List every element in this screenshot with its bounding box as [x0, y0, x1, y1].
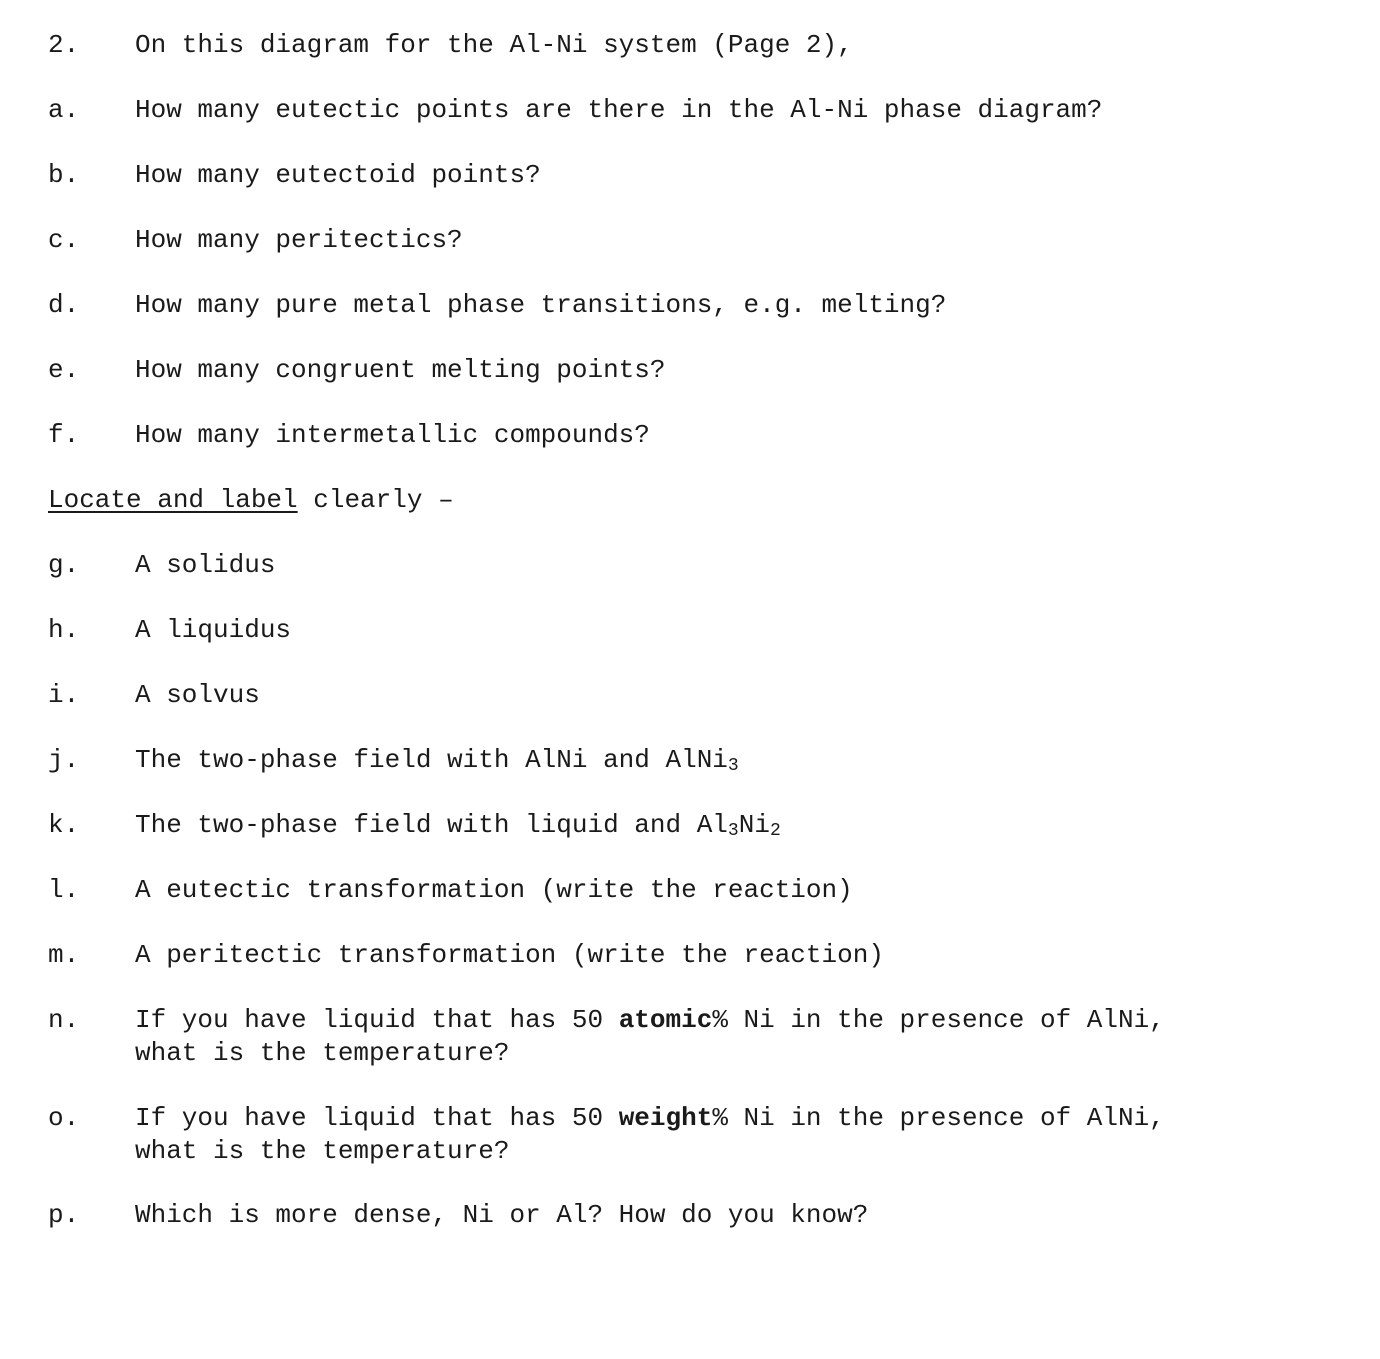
question-label: g. [48, 550, 80, 580]
question-text-pre: If you have liquid that has 50 [135, 1005, 619, 1035]
question-text: How many intermetallic compounds? [135, 420, 650, 450]
question-text-post: % Ni in the presence of AlNi, [712, 1103, 1165, 1133]
question-number: 2. [48, 30, 80, 60]
question-text: A liquidus [135, 615, 292, 645]
question-text: The two-phase field with liquid and Al [135, 810, 728, 840]
question-text: A peritectic transformation (write the reaction) [135, 940, 884, 970]
question-text-post: % Ni in the presence of AlNi, [712, 1005, 1165, 1035]
subscript: 2 [769, 821, 781, 841]
question-text: How many eutectoid points? [135, 160, 541, 190]
question-text-pre: If you have liquid that has 50 [135, 1103, 619, 1133]
formula-part: Ni [738, 810, 770, 840]
locate-heading-rest: clearly – [297, 485, 454, 515]
question-label: h. [48, 615, 80, 645]
question-label: p. [48, 1200, 80, 1230]
question-text: How many eutectic points are there in the Al-Ni phase diagram? [135, 95, 1103, 125]
question-label: a. [48, 95, 80, 125]
question-label: o. [48, 1103, 80, 1133]
question-label: i. [48, 680, 80, 710]
subscript: 3 [727, 821, 739, 841]
question-label: n. [48, 1005, 80, 1035]
subscript: 3 [727, 756, 739, 776]
question-text: A eutectic transformation (write the reaction) [135, 875, 853, 905]
question-label: l. [48, 875, 80, 905]
question-text: How many peritectics? [135, 225, 463, 255]
question-title-text: On this diagram for the Al-Ni system (Page 2), [135, 30, 853, 60]
question-text-line2: what is the temperature? [135, 1038, 510, 1068]
question-text: How many pure metal phase transitions, e.g. melting? [135, 290, 947, 320]
question-text: Which is more dense, Ni or Al? How do you know? [135, 1200, 869, 1230]
question-text: The two-phase field with AlNi and AlNi [135, 745, 728, 775]
question-label: f. [48, 420, 80, 450]
question-text-line2: what is the temperature? [135, 1136, 510, 1166]
question-text: A solvus [135, 680, 260, 710]
question-label: d. [48, 290, 80, 320]
question-text: How many congruent melting points? [135, 355, 666, 385]
question-text: A solidus [135, 550, 276, 580]
question-label: e. [48, 355, 80, 385]
question-label: c. [48, 225, 80, 255]
question-text-bold: weight [618, 1103, 713, 1133]
question-label: b. [48, 160, 80, 190]
question-label: k. [48, 810, 80, 840]
locate-heading-underlined: Locate and label [48, 485, 298, 515]
question-text-bold: atomic [618, 1005, 713, 1035]
question-label: j. [48, 745, 80, 775]
question-label: m. [48, 940, 80, 970]
